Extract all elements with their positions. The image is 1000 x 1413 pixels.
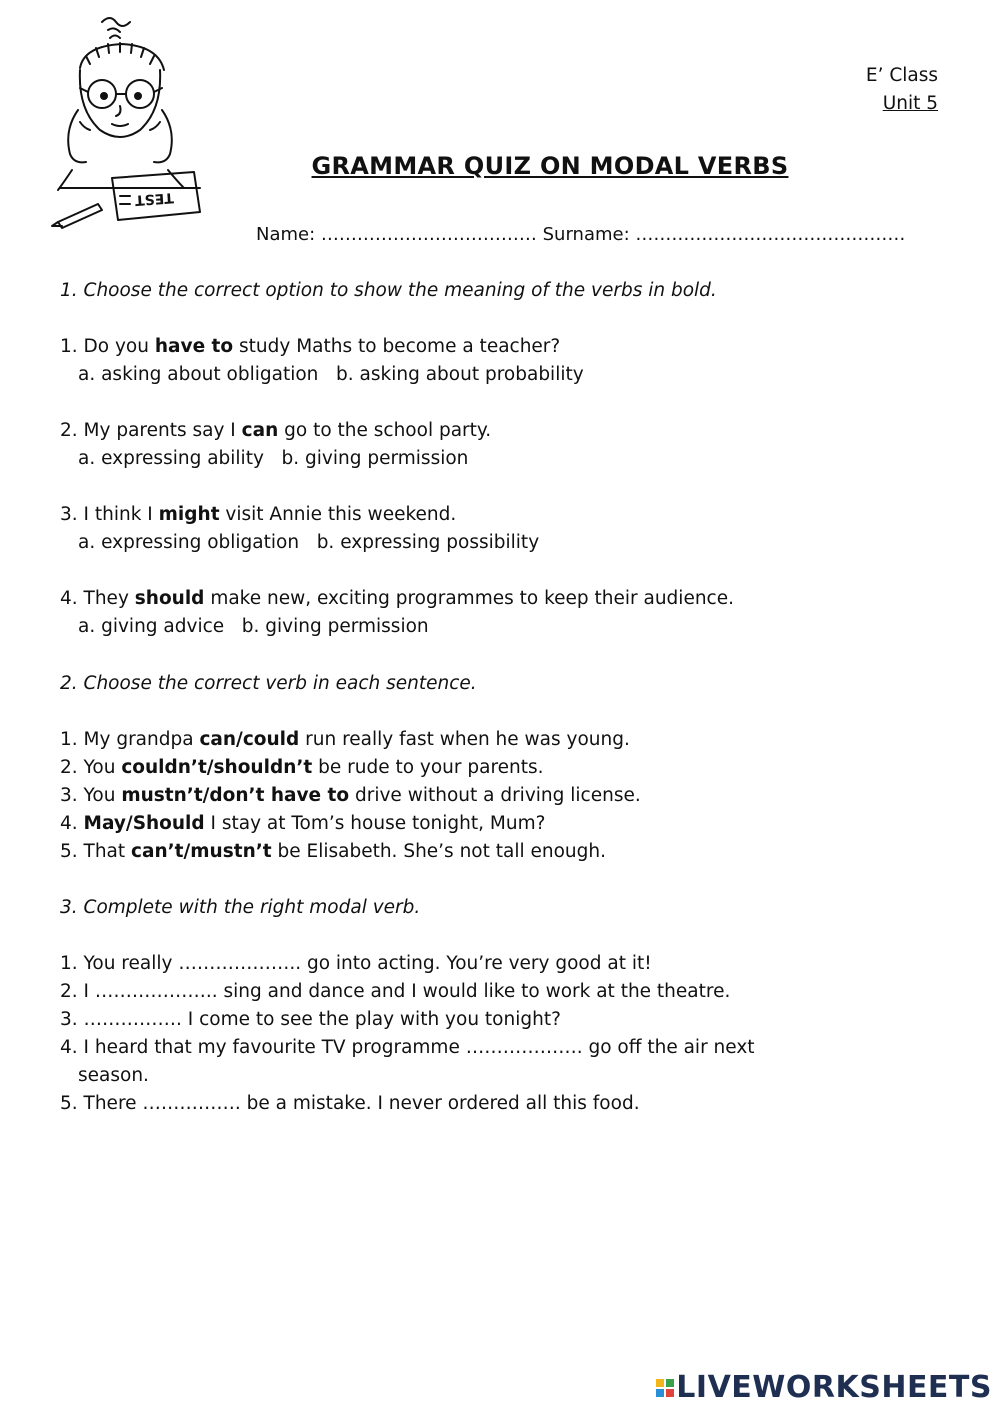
s1-q1-options: a. asking about obligation b. asking about probability xyxy=(78,364,584,385)
page-title: GRAMMAR QUIZ ON MODAL VERBS xyxy=(311,152,789,180)
s2-i5-post: be Elisabeth. She’s not tall enough. xyxy=(271,841,606,862)
section3-instruction: 3. Complete with the right modal verb. xyxy=(60,897,421,918)
s1-question-4 xyxy=(60,588,734,609)
section2-instruction: 2. Choose the correct verb in each sentence. xyxy=(60,673,477,694)
s1-q3-options: a. expressing obligation b. expressing possibility xyxy=(78,532,540,553)
s1-q4-pre: 4. They xyxy=(60,588,135,609)
s2-i4-bold: May/Should xyxy=(83,813,205,834)
s1-q1-bold: have to xyxy=(154,336,234,357)
s2-item-4 xyxy=(60,813,545,834)
s2-item-5 xyxy=(60,841,606,862)
s2-i1-pre: 1. My grandpa xyxy=(60,729,200,750)
s1-question-2 xyxy=(60,420,491,441)
s2-i2-bold: couldn’t/shouldn’t xyxy=(121,757,313,778)
s2-i3-bold: mustn’t/don’t have to xyxy=(121,785,350,806)
s2-i2-pre: 2. You xyxy=(60,757,122,778)
s1-q2-options: a. expressing ability b. giving permission xyxy=(78,448,469,469)
s1-q4-post: make new, exciting programmes to keep their audience. xyxy=(204,588,734,609)
s3-item-2: 2. I ……………….. sing and dance and I would like to work at the theatre. xyxy=(60,981,731,1002)
logo-text: LIVEWORKSHEETS xyxy=(676,1370,992,1405)
s1-q4-options: a. giving advice b. giving permission xyxy=(78,616,429,637)
s2-i3-pre: 3. You xyxy=(60,785,122,806)
s1-q1-pre: 1. Do you xyxy=(60,336,155,357)
s1-q2-pre: 2. My parents say I xyxy=(60,420,242,441)
name-surname-line: Name: ……………………………… Surname: ……………………………………… xyxy=(256,224,906,245)
s2-item-3 xyxy=(60,785,641,806)
class-label: E’ Class xyxy=(865,65,938,86)
s2-i5-pre: 5. That xyxy=(60,841,132,862)
s2-i4-post: I stay at Tom’s house tonight, Mum? xyxy=(204,813,546,834)
boy-with-test-illustration xyxy=(50,10,210,230)
s3-item-4-continued: season. xyxy=(78,1065,149,1086)
s2-i2-post: be rude to your parents. xyxy=(312,757,544,778)
s1-q2-bold: can xyxy=(241,420,279,441)
s3-item-1: 1. You really ……………….. go into acting. You’re very good at it! xyxy=(60,953,652,974)
unit-label: Unit 5 xyxy=(882,93,938,114)
s2-i1-post: run really fast when he was young. xyxy=(299,729,630,750)
s1-q1-post: study Maths to become a teacher? xyxy=(233,336,561,357)
s1-question-1 xyxy=(60,336,560,357)
s3-item-4: 4. I heard that my favourite TV programme ………………. go off the air next xyxy=(60,1037,755,1058)
test-paper-text: TEST xyxy=(134,189,175,208)
s2-i3-post: drive without a driving license. xyxy=(349,785,641,806)
s3-item-5: 5. There ……………. be a mistake. I never ordered all this food. xyxy=(60,1093,640,1114)
s2-i5-bold: can’t/mustn’t xyxy=(131,841,272,862)
liveworksheets-logo xyxy=(656,1370,992,1405)
s2-item-1 xyxy=(60,729,630,750)
s3-item-3: 3. ……………. I come to see the play with you tonight? xyxy=(60,1009,561,1030)
section1-instruction: 1. Choose the correct option to show the meaning of the verbs in bold. xyxy=(60,280,717,301)
s1-q3-pre: 3. I think I xyxy=(60,504,159,525)
s1-question-3 xyxy=(60,504,456,525)
s1-q2-post: go to the school party. xyxy=(278,420,492,441)
s2-item-2 xyxy=(60,757,544,778)
s1-q3-post: visit Annie this weekend. xyxy=(219,504,457,525)
s2-i1-bold: can/could xyxy=(199,729,300,750)
class-info xyxy=(866,62,938,118)
logo-mark-icon xyxy=(656,1379,674,1397)
s1-q4-bold: should xyxy=(134,588,205,609)
s1-q3-bold: might xyxy=(158,504,220,525)
s2-i4-pre: 4. xyxy=(60,813,84,834)
